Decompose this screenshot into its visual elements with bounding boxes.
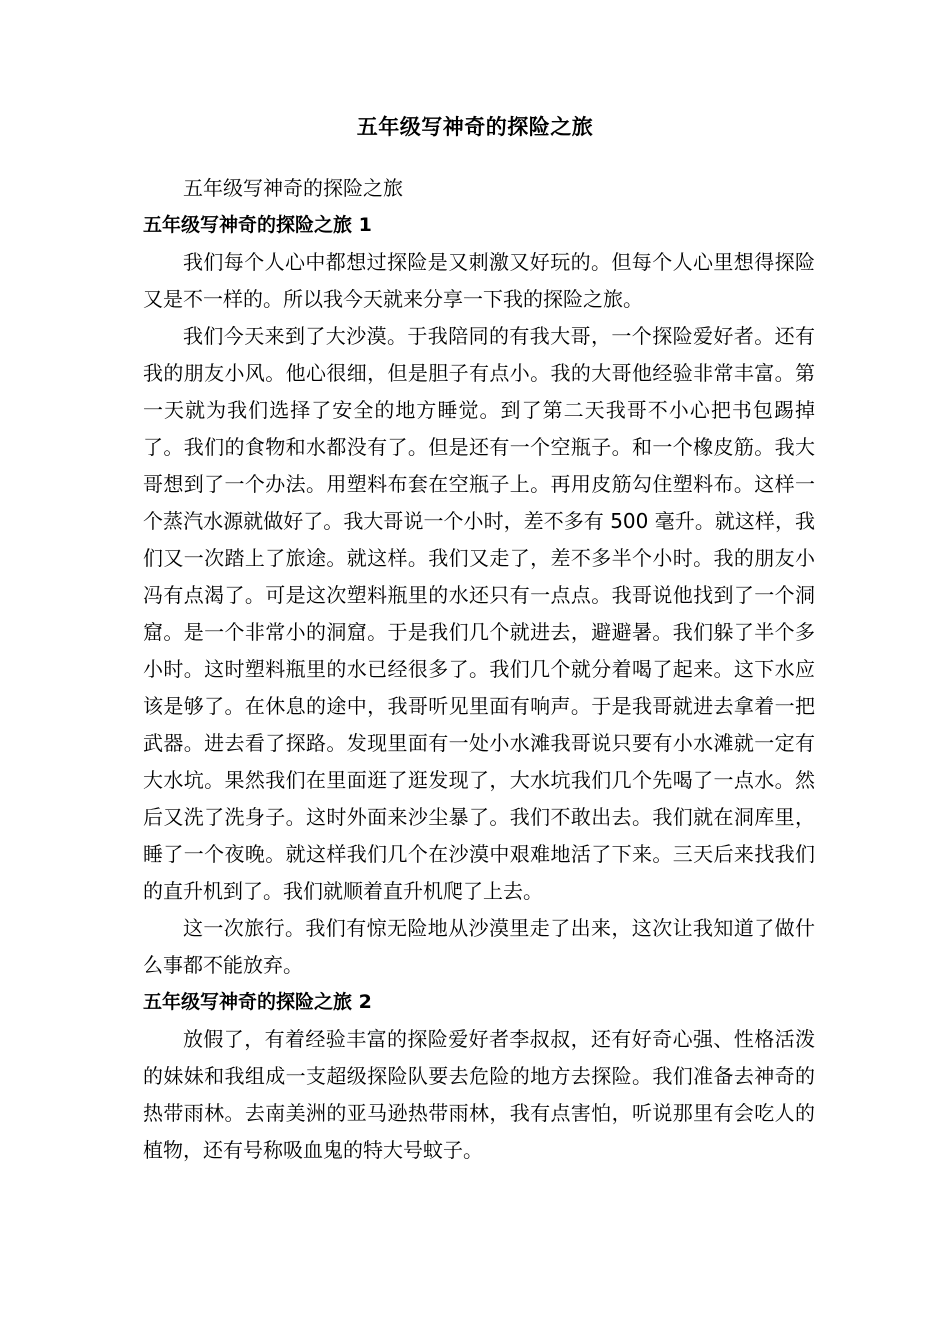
document-body [143,170,815,1169]
paragraph: 放假了，有着经验丰富的探险爱好者李叔叔，还有好奇心强、性格活泼的妹妹和我组成一支超级探险队要去危险的地方去探险。我们准备去神奇的热带雨林。去南美洲的亚马逊热带雨林，我有点害怕，听说那里有会吃人的植物，还有号称吸血鬼的特大号蚊子。 [143,1027,815,1162]
paragraph: 这一次旅行。我们有惊无险地从沙漠里走了出来，这次让我知道了做什么事都不能放弃。 [143,916,815,977]
document-subtitle: 五年级写神奇的探险之旅 [183,176,403,200]
section-heading-1: 五年级写神奇的探险之旅 1 [143,214,372,236]
section-heading-2: 五年级写神奇的探险之旅 2 [143,991,372,1013]
paragraph: 我们今天来到了大沙漠。于我陪同的有我大哥，一个探险爱好者。还有我的朋友小风。他心很细，但是胆子有点小。我的大哥他经验非常丰富。第一天就为我们选择了安全的地方睡觉。到了第二天我哥不小心把书包踢掉了。我们的食物和水都没有了。但是还有一个空瓶子。和一个橡皮筋。我大哥想到了一个办法。用塑料布套在空瓶子上。再用皮筋勾住塑料布。这样一个蒸汽水源就做好了。我大哥说一个小时，差不多有 500 毫升。就这样，我们又一次踏上了旅途。就这样。我们又走了，差不多半个小时。我的朋友小冯有点渴了。可是这次塑料瓶里的水还只有一点点。我哥说他找到了一个洞窟。是一个非常小的洞窟。于是我们几个就进去，避避暑。我们躲了半个多小时。这时塑料瓶里的水已经很多了。我们几个就分着喝了起来。这下水应该是够了。在休息的途中，我哥听见里面有响声。于是我哥就进去拿着一把武器。进去看了探路。发现里面有一处小水滩我哥说只要有小水滩就一定有大水坑。果然我们在里面逛了逛发现了，大水坑我们几个先喝了一点水。然后又洗了洗身子。这时外面来沙尘暴了。我们不敢出去。我们就在洞库里，睡了一个夜晚。就这样我们几个在沙漠中艰难地活了下来。三天后来找我们的直升机到了。我们就顺着直升机爬了上去。 [143,324,815,903]
document-title: 五年级写神奇的探险之旅 [356,115,594,139]
paragraph: 我们每个人心中都想过探险是又刺激又好玩的。但每个人心里想得探险又是不一样的。所以我今天就来分享一下我的探险之旅。 [143,250,815,311]
